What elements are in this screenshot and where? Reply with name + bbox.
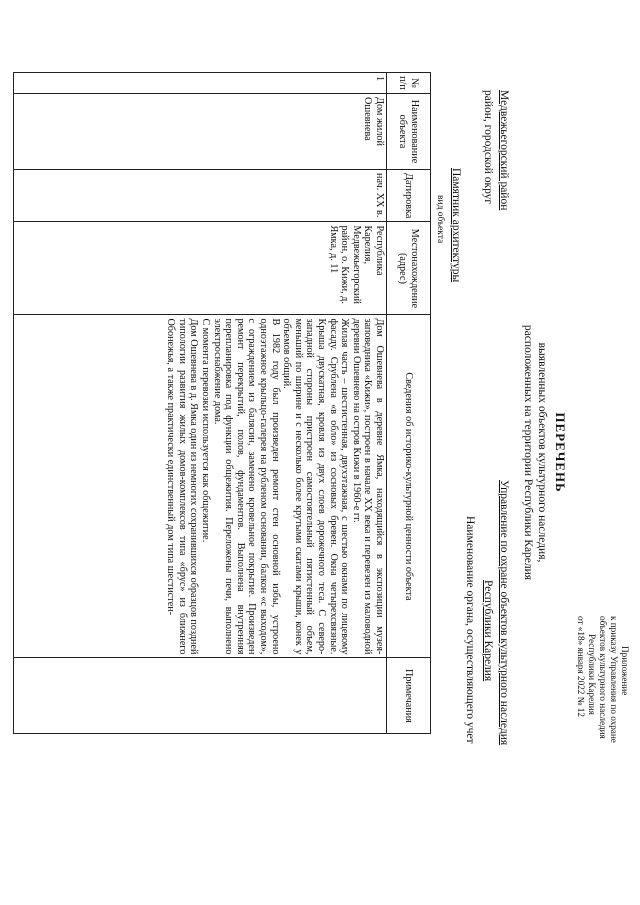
annotation-line: Республики Карелия bbox=[587, 634, 597, 715]
column-header-date: Датировка bbox=[387, 170, 431, 222]
cell-date: нач. XX в. bbox=[14, 170, 387, 222]
object-kind-caption: вид объекта bbox=[435, 195, 445, 244]
info-paragraph: С момента перевозки используется как общежитие. bbox=[200, 318, 212, 543]
cell-notes bbox=[14, 658, 387, 734]
column-header-info: Сведения об историко-культурной ценности объекта bbox=[387, 315, 431, 658]
cell-location: Республика Карелия, Медвежьегорский район, о. Кижи, д. Ямка, д. 11 bbox=[14, 222, 387, 315]
annotation-line: от «18» января 2022 № 12 bbox=[576, 616, 586, 717]
column-header-name: Наименование объекта bbox=[387, 94, 431, 170]
column-header-location: Местонахождение (адрес) bbox=[387, 222, 431, 315]
table-row bbox=[14, 73, 387, 734]
document-subtitle: выявленных объектов культурного наследия, bbox=[536, 342, 548, 563]
authority-name-line2: Республики Карелия bbox=[482, 580, 494, 682]
column-header-notes: Примечания bbox=[387, 658, 431, 734]
cell-name: Дом жилой Ошевнева bbox=[14, 94, 387, 170]
annotation-line: объектов культурного наследия bbox=[598, 616, 608, 739]
info-paragraph: Дом Ошевнева в деревне Ямка, находящийся в экспозиции музея-заповедника «Кижи», построен в начале XX века и перевезен из маловодной деревни Ошевнево на остров Кижи в 1960-е гг. bbox=[350, 318, 385, 655]
approval-annotation bbox=[575, 616, 630, 743]
authority-name: Управление по охране объектов культурного наследия bbox=[498, 480, 510, 746]
objects-table bbox=[13, 72, 431, 734]
document-title: ПЕРЕЧЕНЬ bbox=[553, 412, 568, 493]
info-paragraph: Дом Ошевнева в д. Ямка один из немногих сохранившихся образцов поздней типологии развития жилых домов-комплексов типа «брус» из ближнего Обонежья, а также практически единственный дом типа шестистен- bbox=[165, 318, 200, 655]
column-header-number: № п/п bbox=[387, 73, 431, 94]
district-name: Медвежьегорский район bbox=[498, 90, 510, 211]
info-paragraph: В 1982 году был произведен ремонт стен основной избы, устроено одноэтажное крыльцо-галерея на рубленом основании, балкон «с выходом», с ограждением из балясин, заменено кровельное покрытие. Произведен ремонт перекрытий, полов, фундаментов. Выполнена внутренняя перепланировка под функции общежития. Переложены печи, выполнено электроснабжение дома. bbox=[211, 318, 281, 655]
object-kind: Памятник архитектуры bbox=[450, 168, 462, 283]
district-caption: район, городской округ bbox=[482, 90, 494, 205]
annotation-line: к приказу Управления по охране bbox=[609, 616, 619, 743]
annotation-line: Приложение bbox=[620, 646, 630, 696]
cell-number: 1 bbox=[14, 73, 387, 94]
cell-info bbox=[14, 315, 387, 658]
document-subtitle: расположенных на территории Республики Карелия bbox=[522, 324, 534, 581]
table-header-row bbox=[387, 73, 431, 734]
info-paragraph: Жилая часть – шестистенная, двухэтажная, с шестью окнами по лицевому фасаду. Срублена «в обло» из сосновых бревен. Окна четырехсвязные. Крыша двускатная, кровля из двух слоев дорожечного теса. С северо-западной стороны пристроен самостоятельный пятистенный объем, меньший по ширине и с несколько более крутыми скатами крыши, конек у объемов общий. bbox=[281, 318, 351, 655]
authority-caption: Наименование органа, осуществляющего учет bbox=[464, 516, 476, 744]
